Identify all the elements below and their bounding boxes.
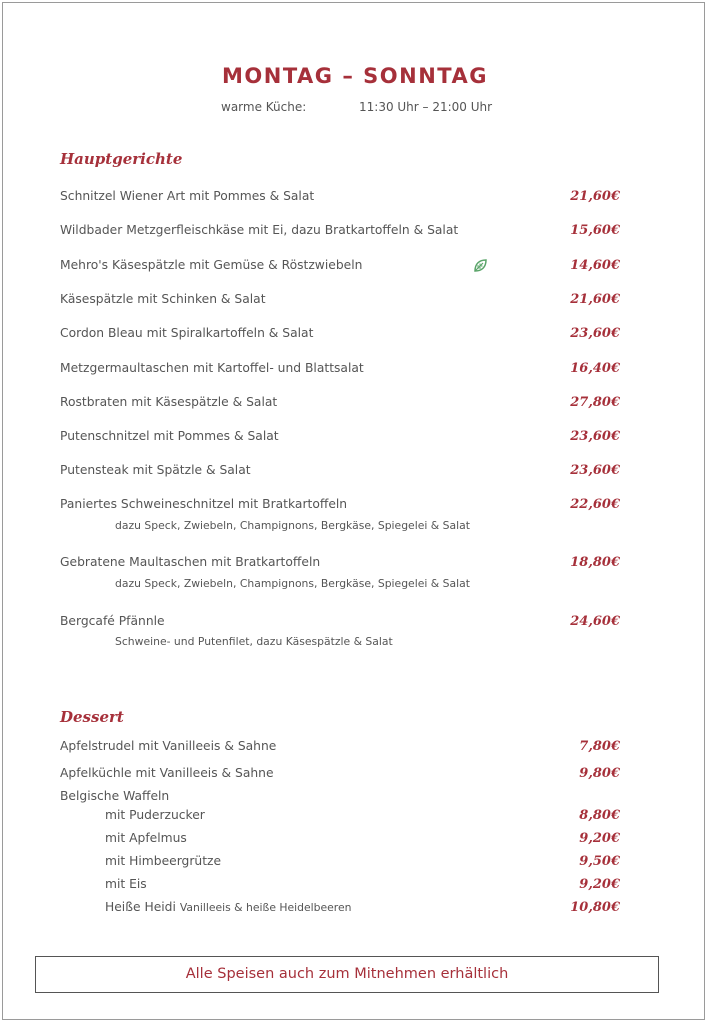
menu-item: Putenschnitzel mit Pommes & Salat [60, 429, 279, 443]
waffle-option-price: 9,20€ [579, 877, 620, 892]
section-heading-mains: Hauptgerichte [60, 150, 183, 168]
page-title: MONTAG – SONNTAG [222, 64, 488, 88]
vegetarian-leaf-icon [472, 258, 488, 274]
section-heading-dessert: Dessert [60, 708, 124, 726]
waffle-option-price: 9,50€ [579, 854, 620, 869]
menu-item-price: 23,60€ [570, 326, 620, 341]
menu-item: Metzgermaultaschen mit Kartoffel- und Blattsalat [60, 361, 364, 375]
waffle-option: mit Himbeergrütze [105, 854, 222, 868]
menu-item-price: 24,60€ [570, 614, 620, 629]
waffle-option: mit Puderzucker [105, 808, 205, 822]
menu-item-price: 23,60€ [570, 463, 620, 478]
dessert-item: Apfelstrudel mit Vanilleeis & Sahne [60, 739, 277, 753]
menu-item-description: Schweine- und Putenfilet, dazu Käsespätzle & Salat [115, 635, 393, 648]
menu-item-description: dazu Speck, Zwiebeln, Champignons, Bergkäse, Spiegelei & Salat [115, 519, 470, 532]
menu-item-price: 27,80€ [570, 395, 620, 410]
menu-item-price: 21,60€ [570, 189, 620, 204]
menu-item: Käsespätzle mit Schinken & Salat [60, 292, 266, 306]
menu-item: Putensteak mit Spätzle & Salat [60, 463, 251, 477]
menu-item-price: 18,80€ [570, 555, 620, 570]
dessert-item-price: 9,80€ [579, 766, 620, 781]
waffle-option-price: 8,80€ [579, 808, 620, 823]
menu-item-description: dazu Speck, Zwiebeln, Champignons, Bergkäse, Spiegelei & Salat [115, 577, 470, 590]
menu-item-price: 23,60€ [570, 429, 620, 444]
menu-item: Wildbader Metzgerfleischkäse mit Ei, dazu Bratkartoffeln & Salat [60, 223, 459, 237]
menu-item-price: 14,60€ [570, 258, 620, 273]
menu-item-price: 16,40€ [570, 361, 620, 376]
menu-item: Gebratene Maultaschen mit Bratkartoffeln [60, 555, 321, 569]
waffle-option: mit Eis [105, 877, 147, 891]
waffle-option-price: 9,20€ [579, 831, 620, 846]
menu-item: Mehro's Käsespätzle mit Gemüse & Röstzwiebeln [60, 258, 363, 272]
waffle-option-price: 10,80€ [570, 900, 620, 915]
menu-item: Paniertes Schweineschnitzel mit Bratkartoffeln [60, 497, 348, 511]
waffle-option-name: Heiße Heidi [105, 900, 176, 914]
waffle-option: mit Apfelmus [105, 831, 187, 845]
dessert-item: Apfelküchle mit Vanilleeis & Sahne [60, 766, 274, 780]
hours-value: 11:30 Uhr – 21:00 Uhr [359, 100, 493, 114]
menu-item: Bergcafé Pfännle [60, 614, 165, 628]
waffle-option-extra: Vanilleeis & heiße Heidelbeeren [179, 901, 352, 914]
menu-item-price: 21,60€ [570, 292, 620, 307]
hours-label: warme Küche: [221, 100, 307, 114]
waffle-option [105, 900, 351, 914]
menu-item: Rostbraten mit Käsespätzle & Salat [60, 395, 278, 409]
opening-hours [221, 100, 492, 114]
dessert-item-price: 7,80€ [579, 739, 620, 754]
menu-item: Cordon Bleau mit Spiralkartoffeln & Salat [60, 326, 314, 340]
waffles-heading: Belgische Waffeln [60, 789, 170, 803]
menu-item-price: 15,60€ [570, 223, 620, 238]
takeaway-notice: Alle Speisen auch zum Mitnehmen erhältlich [35, 956, 659, 993]
menu-item: Schnitzel Wiener Art mit Pommes & Salat [60, 189, 315, 203]
menu-item-price: 22,60€ [570, 497, 620, 512]
